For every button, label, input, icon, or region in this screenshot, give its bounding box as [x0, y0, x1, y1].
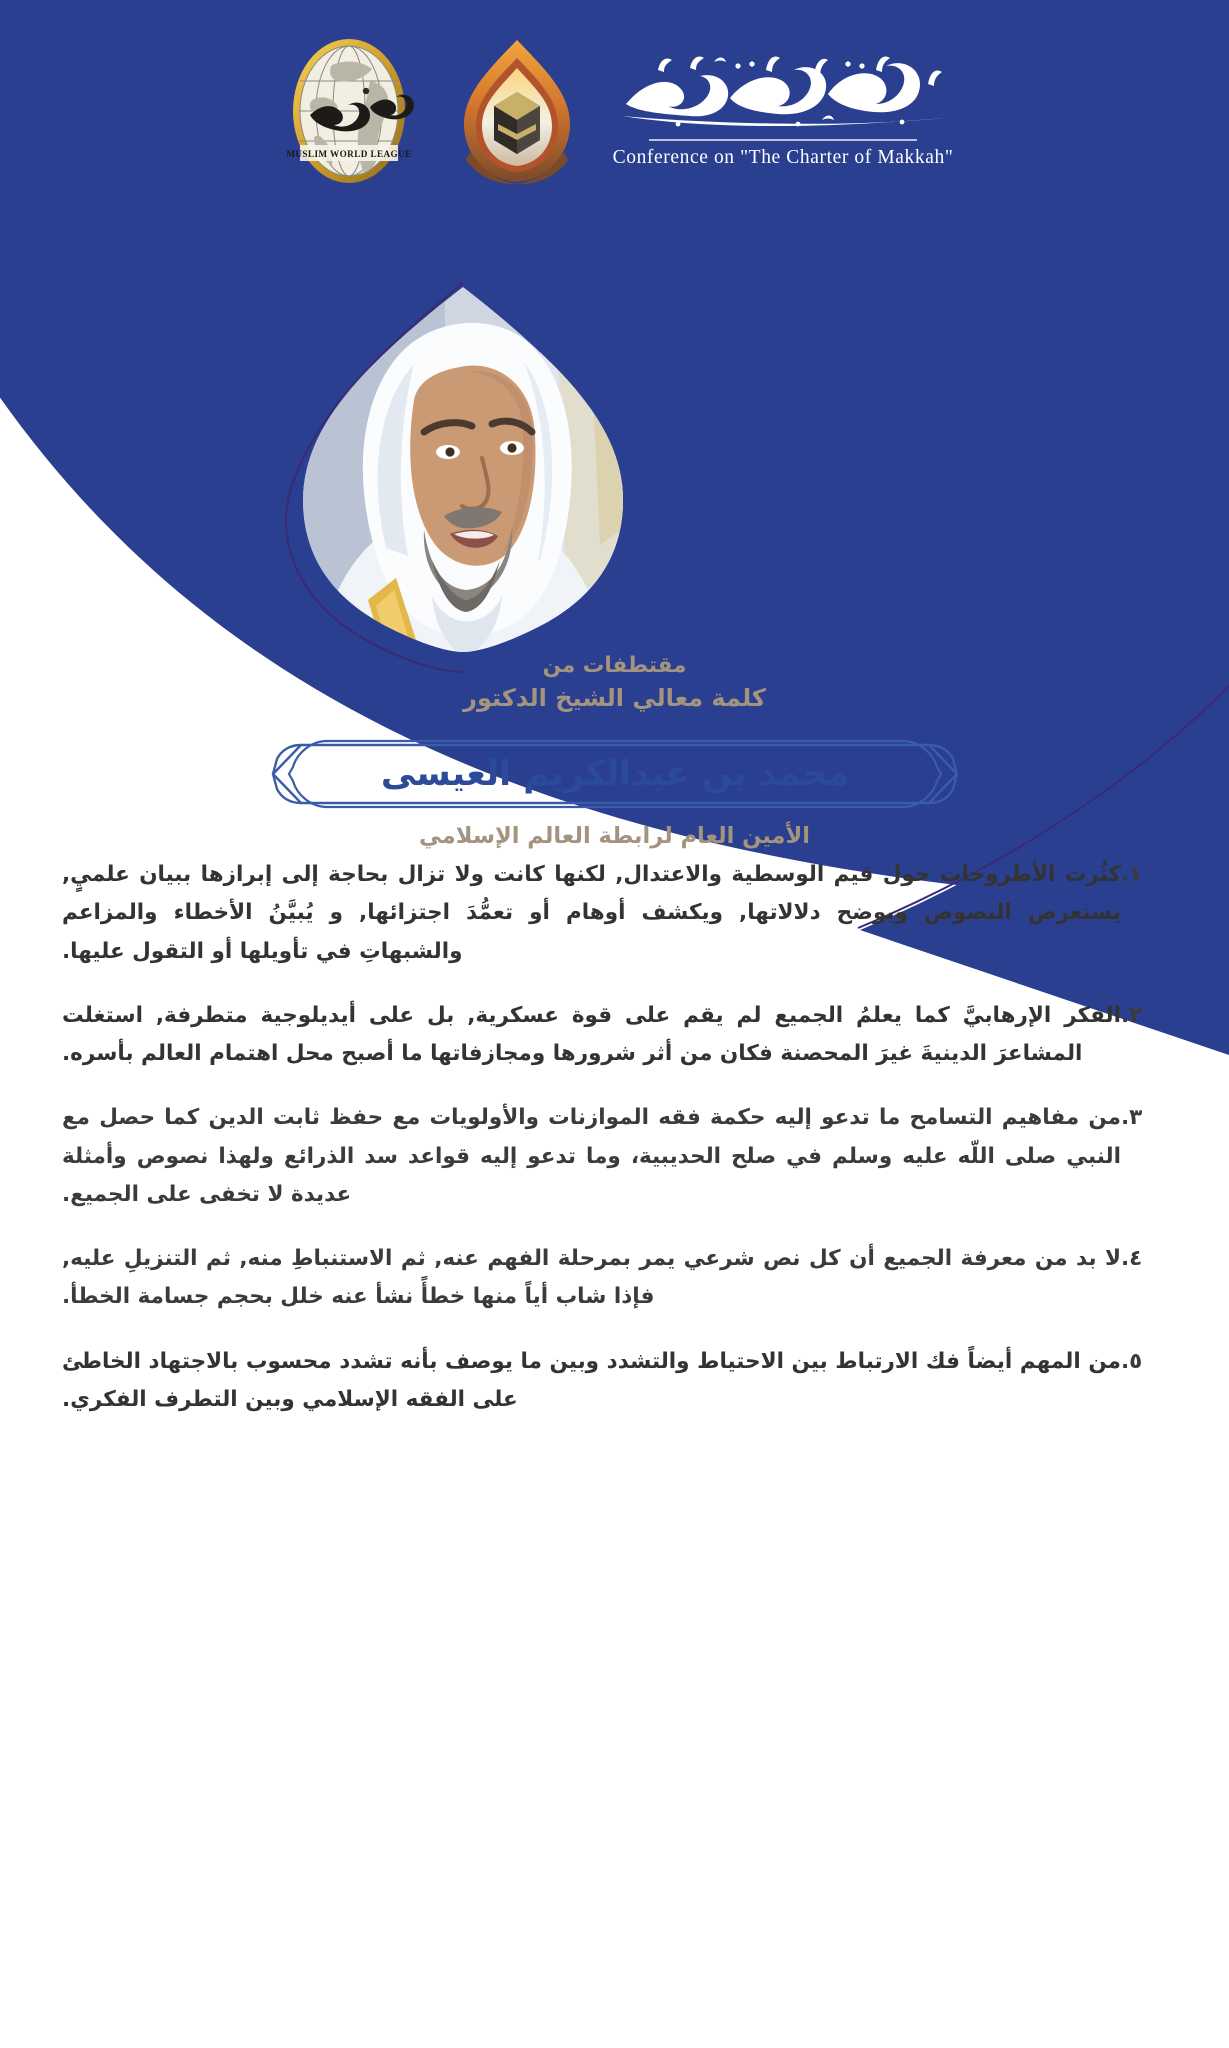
list-item-text: الفكر الإرهابيَّ كما يعلمُ الجميع لم يقم على قوة عسكرية, بل على أيديلوجية متطرفة, استغلت المشاعرَ الدينيةَ غيرَ المحصنة فكان من أثر شرورها ومجازفاتها ما أصبح محل اهتمام العالم بأسره. [62, 1002, 1121, 1067]
list-item-text: لا بد من معرفة الجميع أن كل نص شرعي يمر بمرحلة الفهم عنه, ثم الاستنباطِ منه, ثم التنزيلِ عليه, فإذا شاب أياً منها خطأً نشأ عنه خلل بحجم جسامة الخطأ. [62, 1246, 1121, 1310]
caption-block [0, 650, 1229, 716]
logo-divider [649, 139, 917, 141]
caption-line-1: مقتطفات من [542, 653, 687, 678]
list-item-number: ٢. [1121, 1002, 1143, 1028]
list-item-number: ١. [1121, 862, 1143, 887]
list-item-text: من المهم أيضاً فك الارتباط بين الاحتياط والتشدد وبين ما يوصف بأنه تشدد محسوب بالاجتهاد الخاطئ على الفقه الإسلامي وبين التطرف الفكري. [62, 1348, 1121, 1412]
header-logos [0, 0, 1229, 215]
makkah-charter-flame-icon [450, 36, 585, 186]
svg-text:MUSLIM WORLD LEAGUE: MUSLIM WORLD LEAGUE [285, 148, 412, 159]
charter-logo [611, 54, 956, 169]
list-item-text: من مفاهيم التسامح ما تدعو إليه حكمة فقه الموازنات والأولويات مع حفظ ثابت الدين كما حصل مع النبي صلى اللّه عليه وسلم في صلح الحديبية، وما تدعو إليه قواعد سد الذرائع ولهذا نصوص وأمثلة عديدة لا تخفى على الجميع. [62, 1105, 1121, 1207]
speaker-portrait [303, 287, 623, 617]
list-item [62, 856, 1167, 971]
speaker-name-box [243, 737, 987, 811]
list-item-number: ٥. [1121, 1348, 1143, 1374]
list-item-number: ٣. [1121, 1105, 1143, 1131]
speaker-name: محمد بن عبدالكريم العيسى [380, 754, 850, 794]
calligraphy-logo-icon [618, 54, 948, 132]
caption-line-2: كلمة معالي الشيخ الدكتور [463, 684, 766, 713]
list-item-text: كثُرت الأطروحات حول قيم الوسطية والاعتدال, لكنها كانت ولا تزال بحاجة إلى إبرازها ببيان علميٍ, يستعرض النصوص ويوضح دلالاتها, ويكشف أوهام أو تعمُّدَ اجتزائها, و يُبيَّنُ الأخطاء والمزاعم والشبهاتِ في تأويلها أو التقول عليها. [62, 862, 1121, 964]
list-item [62, 1240, 1167, 1317]
list-item [62, 1099, 1167, 1214]
quotes-list [62, 856, 1167, 1445]
speaker-role: الأمين العام لرابطة العالم الإسلامي [419, 823, 810, 849]
charter-logo-english: Conference on "The Charter of Makkah" [612, 147, 954, 168]
list-item [62, 997, 1167, 1074]
muslim-world-league-globe-icon [274, 35, 424, 187]
list-item [62, 1343, 1167, 1420]
list-item-number: ٤. [1121, 1246, 1143, 1272]
